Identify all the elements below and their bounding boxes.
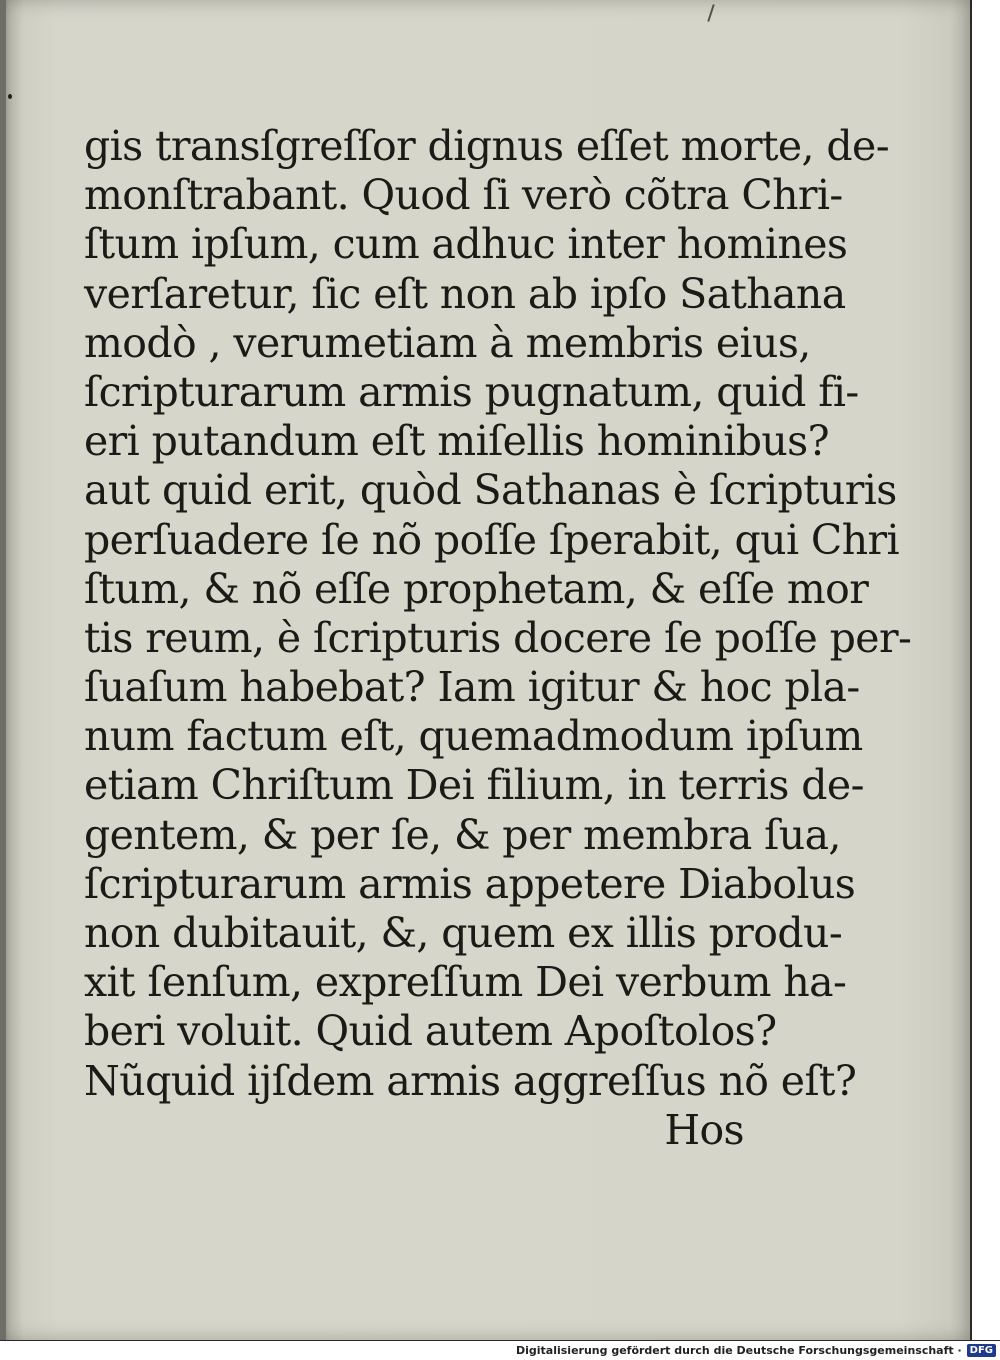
catchword: Hos — [664, 1105, 744, 1154]
text-line: perſuadere ſe nõ poſſe ſperabit, qui Chri — [84, 515, 900, 564]
text-line: ſcripturarum armis appetere Diabolus — [84, 859, 856, 908]
text-line: ſcripturarum armis pugnatum, quid fi- — [84, 367, 859, 416]
viewer-right-border — [970, 0, 1000, 1340]
text-line: tis reum, è ſcripturis docere ſe poſſe per- — [84, 613, 912, 662]
text-line: verſaretur, ſic eſt non ab ipſo Sathana — [84, 269, 846, 318]
text-line: beri voluit. Quid autem Apoſtolos? — [84, 1007, 777, 1056]
text-line: etiam Chriſtum Dei filium, in terris de- — [84, 761, 864, 810]
credit-text: Digitalisierung gefördert durch die Deutsche Forschungsgemeinschaft · — [515, 1343, 962, 1357]
text-line: ſuaſum habebat? Iam igitur & hoc pla- — [84, 663, 860, 712]
text-line: xit ſenſum, expreſſum Dei verbum ha- — [84, 958, 847, 1007]
dfg-logo-icon: DFG — [967, 1344, 996, 1357]
text-line: Nũquid ijſdem armis aggreſſus nõ eſt? — [84, 1056, 857, 1105]
text-line: eri putandum eſt miſellis hominibus? — [84, 417, 830, 466]
page-edge-shadow — [0, 0, 6, 1340]
text-line: ſtum ipſum, cum adhuc inter homines — [84, 220, 848, 269]
text-line: gis transſgreſſor dignus eſſet morte, de- — [84, 122, 889, 170]
text-line: num factum eſt, quemadmodum ipſum — [84, 712, 863, 761]
text-line: monſtrabant. Quod ſi verò cõtra Chri- — [84, 171, 843, 220]
digitization-credit — [516, 1342, 996, 1358]
text-line: aut quid erit, quòd Sathanas è ſcripturis — [84, 466, 897, 515]
ink-dot-mark — [8, 94, 12, 99]
text-line: gentem, & per ſe, & per membra ſua, — [84, 810, 841, 859]
text-line: modò , verumetiam à membris eius, — [84, 318, 811, 367]
text-line: ſtum, & nõ eſſe prophetam, & eſſe mor — [84, 564, 869, 613]
margin-tick-mark — [707, 4, 714, 22]
text-line: non dubitauit, &, quem ex illis produ- — [84, 909, 843, 957]
page-text-block — [84, 122, 912, 1155]
